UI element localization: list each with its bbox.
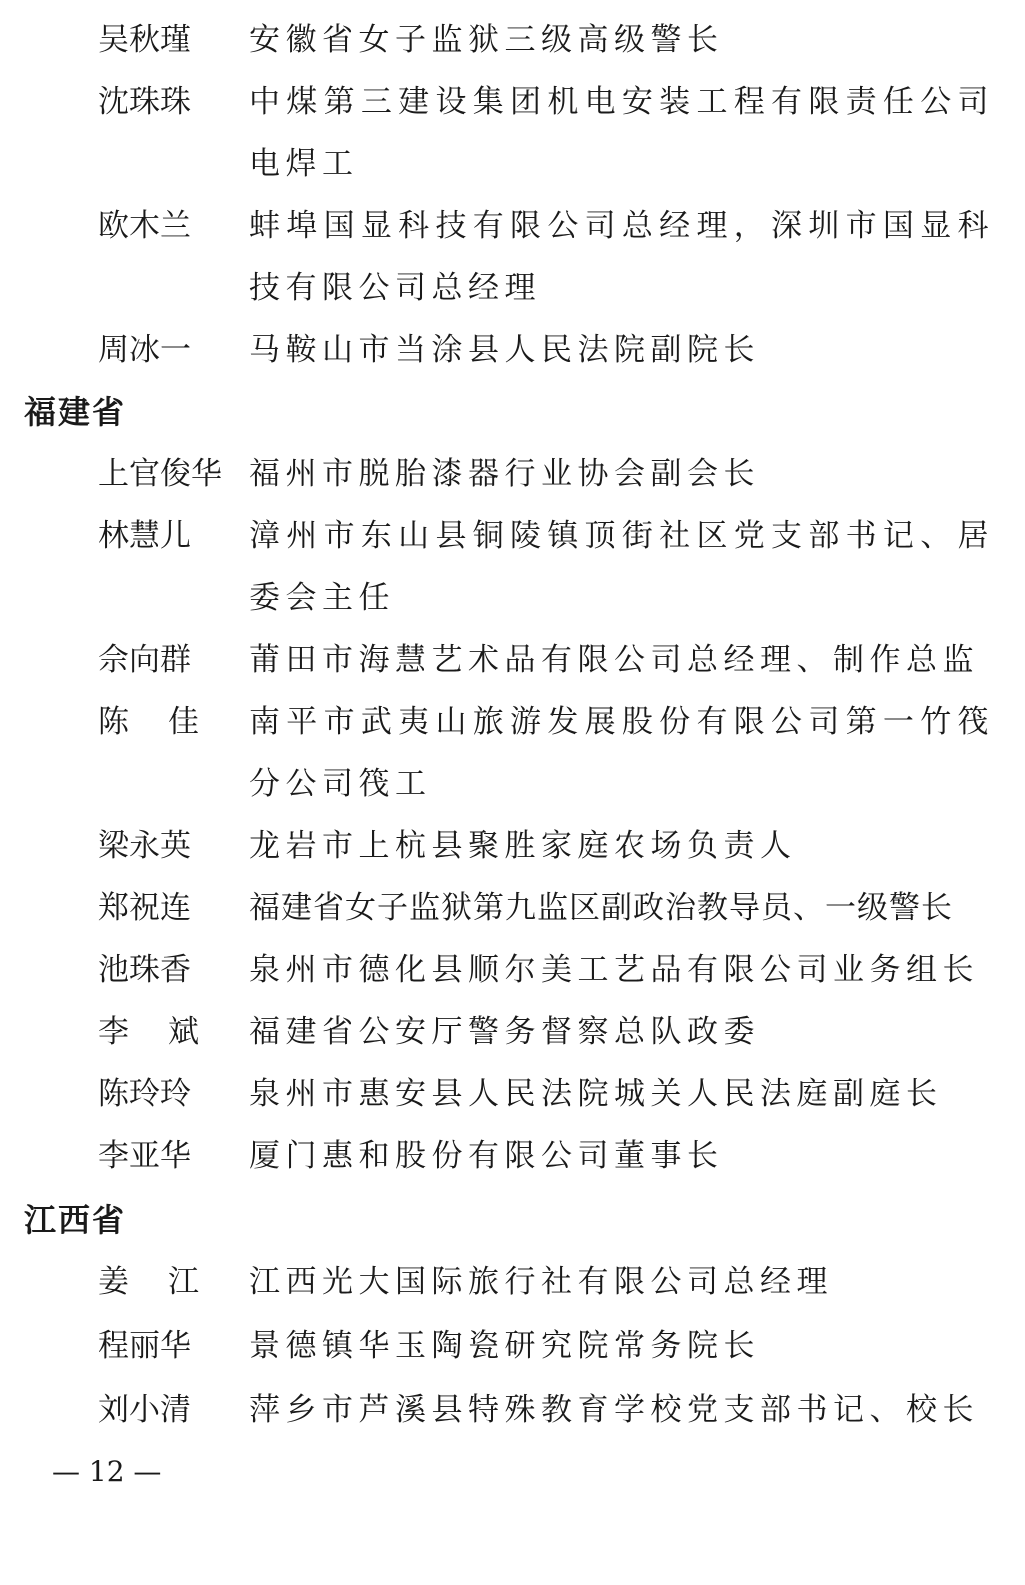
person-title: 江西光大国际旅行社有限公司总经理 [249,1264,833,1300]
person-title: 马鞍山市当涂县人民法院副院长 [249,332,760,368]
person-name: 吴秋瑾 [98,22,191,58]
person-name: 姜 江 [98,1264,203,1300]
province-name: 江西省 [24,1201,127,1239]
person-name: 周冰一 [98,332,191,368]
person-title: 蚌埠国显科技有限公司总经理，深圳市国显科技有限公司总经理 [249,208,994,306]
person-name: 上官俊华 [98,456,222,492]
person-title: 泉州市德化县顺尔美工艺品有限公司业务组长 [249,952,979,988]
person-name: 陈 佳 [98,704,203,740]
person-title: 景德镇华玉陶瓷研究院常务院长 [249,1328,760,1364]
person-name: 池珠香 [98,952,191,988]
person-title: 南平市武夷山旅游发展股份有限公司第一竹筏分公司筏工 [249,704,994,802]
person-name: 欧木兰 [98,208,191,244]
person-name: 佘向群 [98,642,191,678]
person-title: 泉州市惠安县人民法院城关人民法庭副庭长 [249,1076,943,1112]
person-name: 陈玲玲 [98,1076,191,1112]
person-title: 厦门惠和股份有限公司董事长 [249,1138,724,1174]
person-name: 程丽华 [98,1328,191,1364]
person-title: 龙岩市上杭县聚胜家庭农场负责人 [249,828,797,864]
person-name: 刘小清 [98,1392,191,1428]
person-name: 梁永英 [98,828,191,864]
person-title: 福建省女子监狱第九监区副政治教导员、一级警长 [249,890,953,926]
page-number: — 12 — [52,1455,162,1488]
person-title: 莆田市海慧艺术品有限公司总经理、制作总监 [249,642,979,678]
person-name: 沈珠珠 [98,84,191,120]
person-title: 安徽省女子监狱三级高级警长 [249,22,724,58]
person-title: 福州市脱胎漆器行业协会副会长 [249,456,760,492]
person-name: 林慧儿 [98,518,191,554]
person-name: 李亚华 [98,1138,191,1174]
person-title: 萍乡市芦溪县特殊教育学校党支部书记、校长 [249,1392,979,1428]
person-title: 漳州市东山县铜陵镇顶街社区党支部书记、居委会主任 [249,518,994,616]
person-title: 福建省公安厅警务督察总队政委 [249,1014,760,1050]
person-name: 郑祝连 [98,890,191,926]
province-name: 福建省 [24,393,127,431]
person-name: 李 斌 [98,1014,203,1050]
person-title: 中煤第三建设集团机电安装工程有限责任公司电焊工 [249,84,994,182]
